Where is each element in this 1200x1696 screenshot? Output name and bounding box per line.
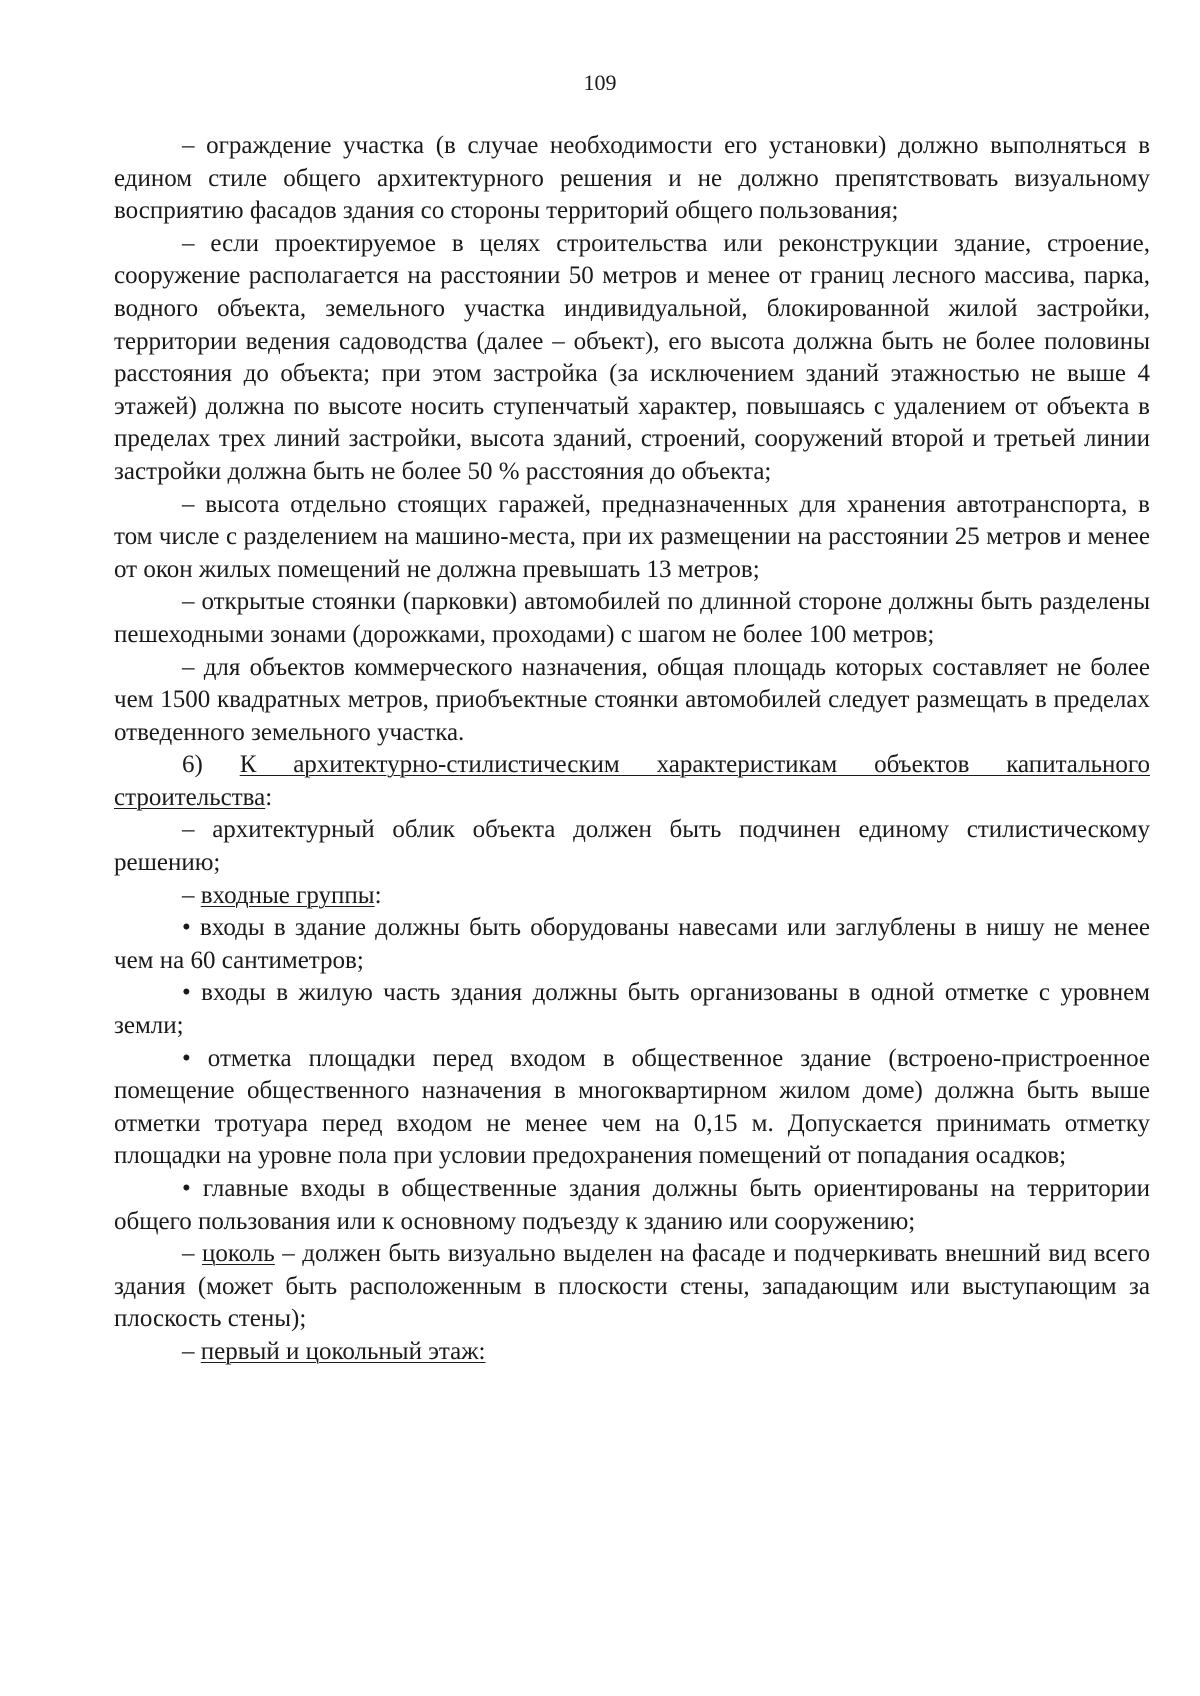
paragraph-first-floor-heading	[114, 1336, 1150, 1369]
section-6-colon: :	[265, 783, 273, 811]
plinth-text: – должен быть визуально выделен на фасаде и подчеркивать внешний вид всего здания (может быть расположенным в плоскости стены, западающим или выступающим за плоскость стены);	[114, 1240, 1150, 1333]
bullet-entrance-canopies: • входы в здание должны быть оборудованы навесами или заглублены в нишу не менее чем на 60 сантиметров;	[114, 914, 1150, 974]
section-6-number: 6)	[182, 751, 240, 779]
paragraph-plinth	[114, 1238, 1150, 1336]
first-floor-title: первый и цокольный этаж:	[200, 1337, 486, 1365]
entrance-groups-dash: –	[182, 881, 201, 909]
paragraph-architectural-appearance: – архитектурный облик объекта должен быть подчинен единому стилистическому решению;	[114, 816, 1150, 877]
paragraph-fence: – ограждение участка (в случае необходимости его установки) должно выполняться в едином стиле общего архитектурного решения и не должно препятствовать визуальному восприятию фасадов здания со стороны территорий общего пользования;	[114, 132, 1150, 225]
section-6-title: К архитектурно-стилистическим характеристикам объектов капитального строительства	[114, 751, 1151, 811]
paragraph-entrance-groups-heading	[114, 880, 1150, 913]
paragraph-section-6-heading	[114, 749, 1150, 814]
plinth-dash: –	[182, 1240, 202, 1268]
bullet-main-entrances-orientation: • главные входы в общественные здания должны быть ориентированы на территории общего пользования или к основному подъезду к зданию или сооружению;	[114, 1175, 1150, 1235]
entrance-groups-colon: :	[374, 881, 382, 909]
bullet-residential-entrance-level: • входы в жилую часть здания должны быть организованы в одной отметке с уровнем земли;	[114, 979, 1150, 1040]
entrance-groups-title: входные группы	[200, 881, 375, 909]
paragraph-open-parking: – открытые стоянки (парковки) автомобилей по длинной стороне должны быть разделены пешеходными зонами (дорожками, проходами) с шагом не более 100 метров;	[114, 588, 1150, 648]
first-floor-dash: –	[182, 1337, 201, 1365]
bullet-public-entrance-platform: • отметка площадки перед входом в общественное здание (встроено-пристроенное помещение общественного назначения в многоквартирном жилом доме) должна быть выше отметки тротуара перед входом не менее чем на 0,15 м. Допускается принимать отметку площадки на уровне пола при условии предохранения помещений от попадания осадков;	[114, 1044, 1150, 1170]
paragraph-height-near-objects: – если проектируемое в целях строительства или реконструкции здание, строение, сооружение располагается на расстоянии 50 метров и менее от границ лесного массива, парка, водного объекта, земельного участка индивидуальной, блокированной жилой застройки, территории ведения садоводства (далее – объект), его высота должна быть не более половины расстояния до объекта; при этом застройка (за исключением зданий этажностью не выше 4 этажей) должна по высоте носить ступенчатый характер, повышаясь с удалением от объекта в пределах трех линий застройки, высота зданий, строений, сооружений второй и третьей линии застройки должна быть не более 50 % расстояния до объекта;	[114, 229, 1150, 485]
paragraph-commercial-parking: – для объектов коммерческого назначения, общая площадь которых составляет не более чем 1500 квадратных метров, приобъектные стоянки автомобилей следует размещать в пределах отведенного земельного участка.	[114, 653, 1150, 746]
page-number: 109	[583, 70, 617, 95]
document-body	[114, 130, 1150, 1369]
plinth-title: цоколь	[201, 1240, 275, 1268]
paragraph-garage-height: – высота отдельно стоящих гаражей, предназначенных для хранения автотранспорта, в том числе с разделением на машино-места, при их размещении на расстоянии 25 метров и менее от окон жилых помещений не должна превышать 13 метров;	[114, 490, 1150, 583]
